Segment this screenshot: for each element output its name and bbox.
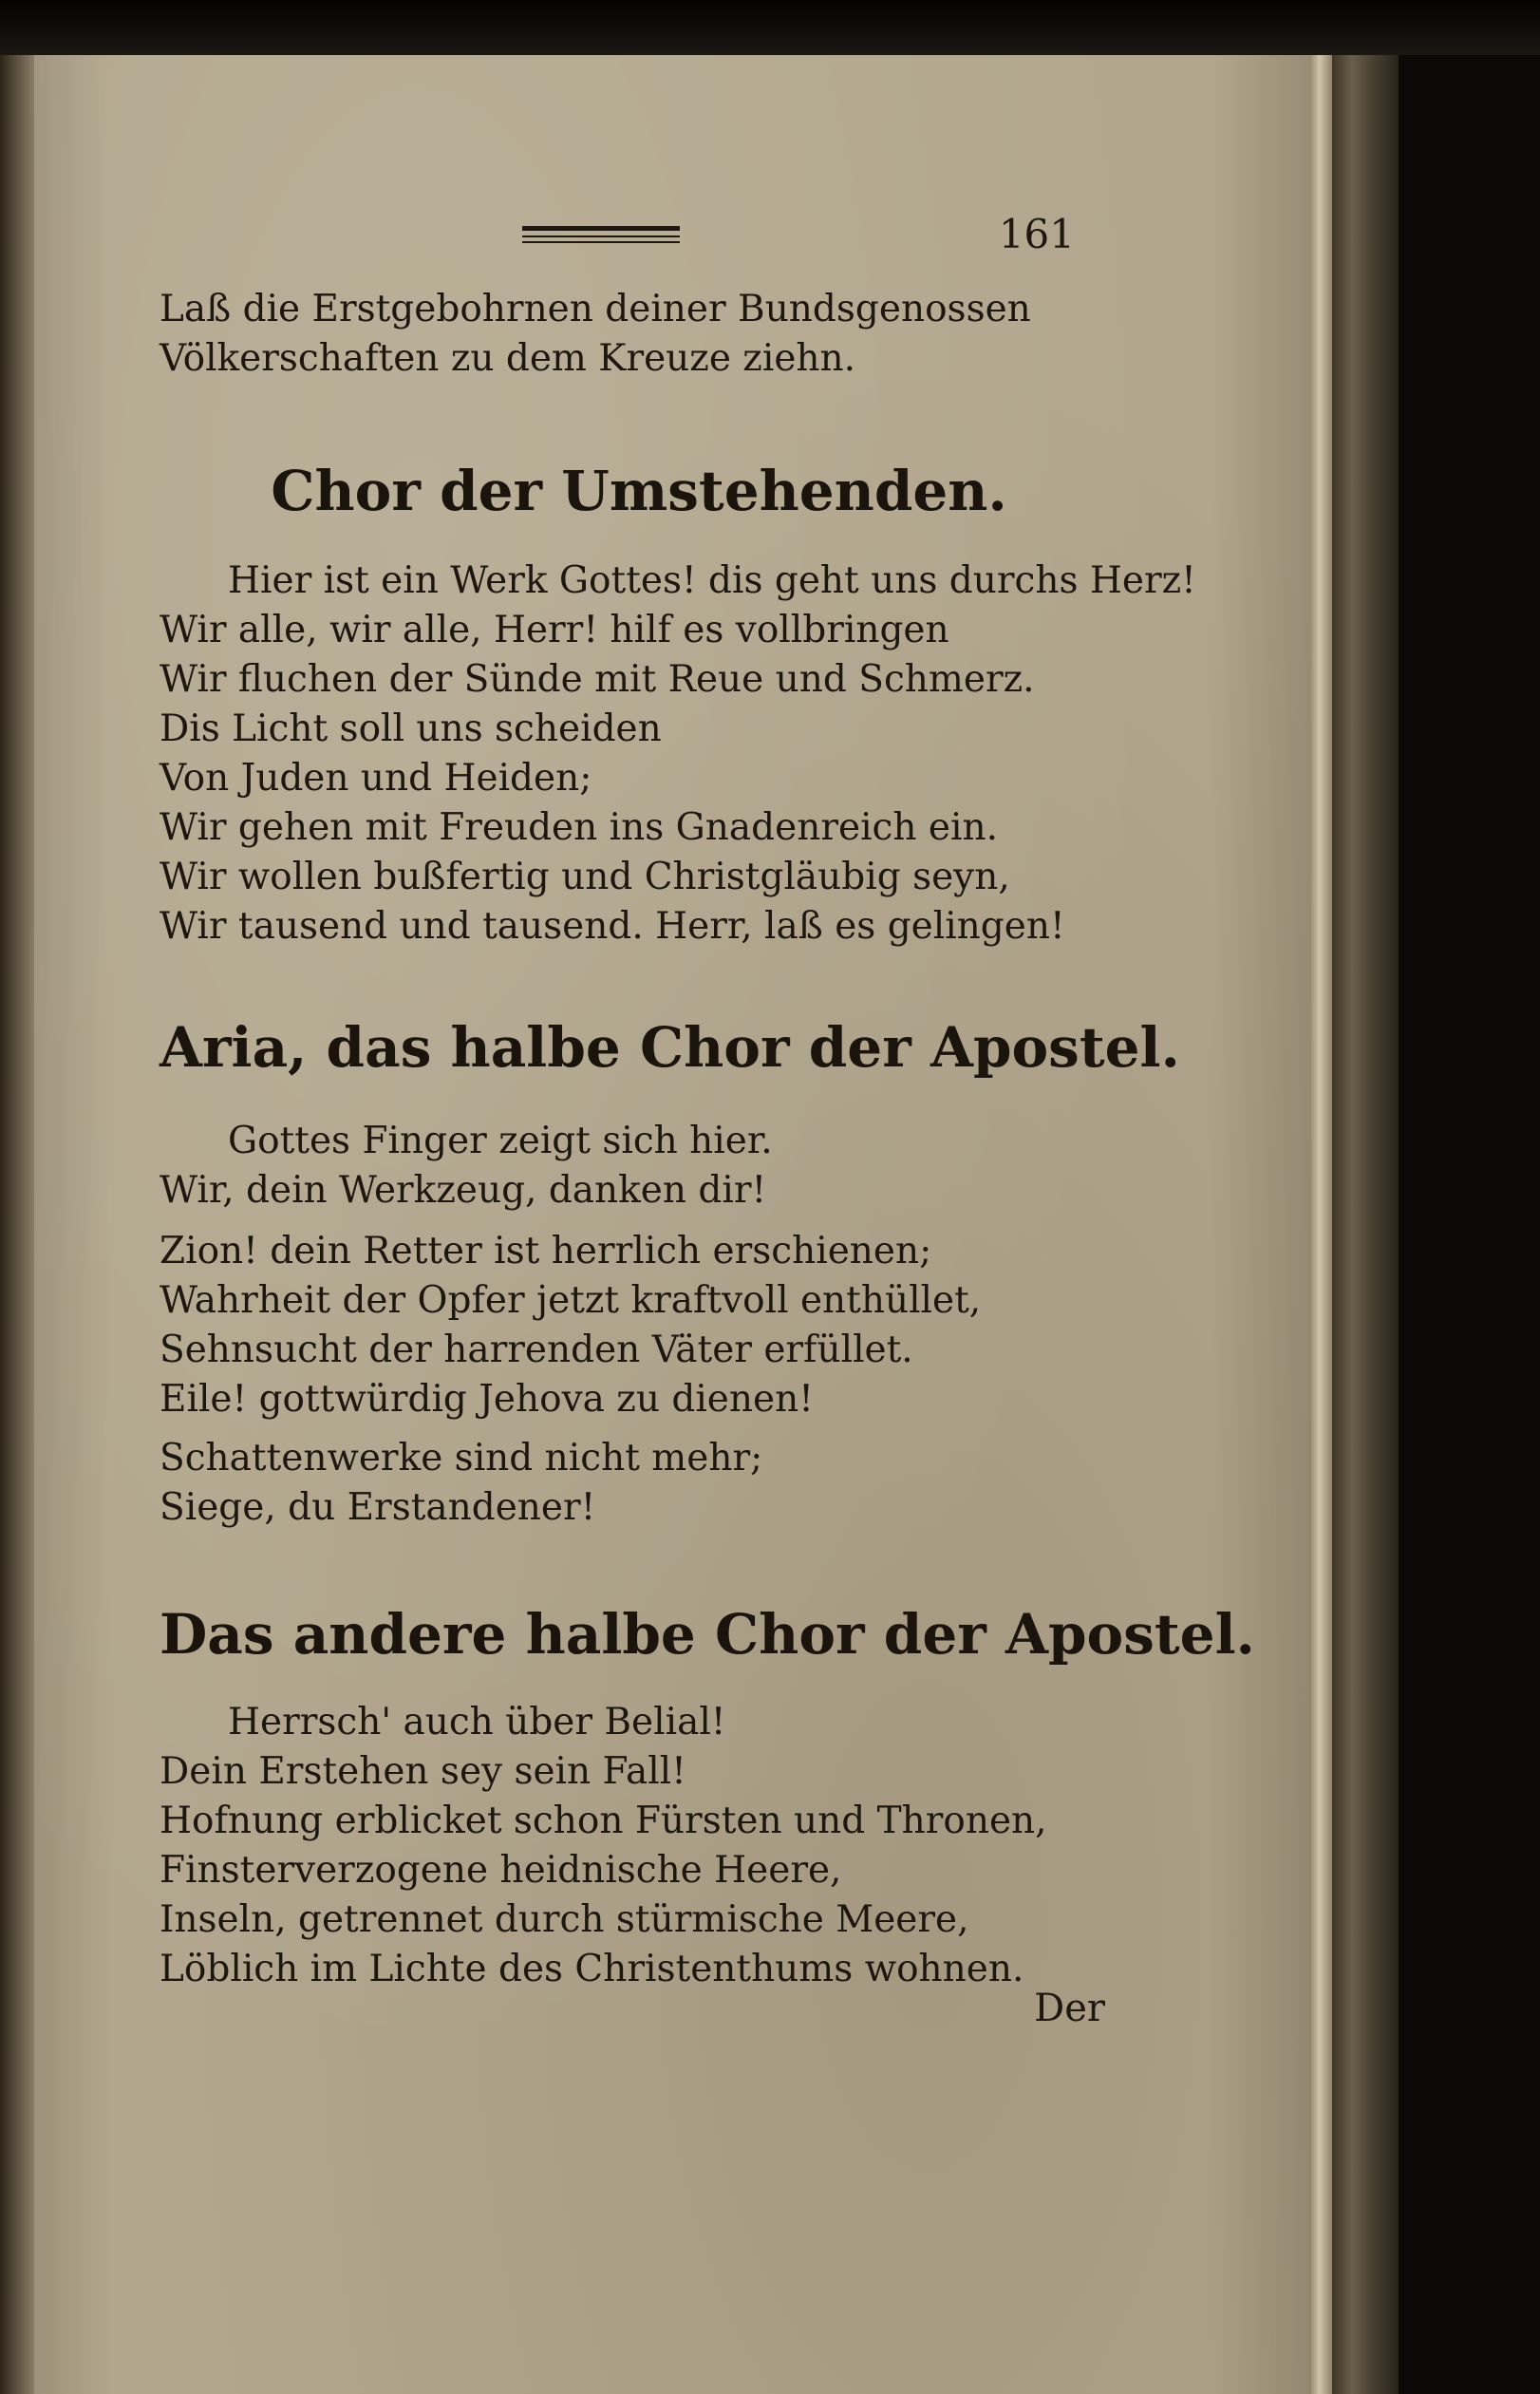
section1-verse xyxy=(160,556,1196,952)
scan-background-right xyxy=(1399,55,1540,2394)
verse-line: Dein Erstehen sey sein Fall! xyxy=(160,1750,686,1793)
verse-line: Wir wollen bußfertig und Christgläubig seyn, xyxy=(160,856,1010,898)
verse-line: Wir gehen mit Freuden ins Gnadenreich ein. xyxy=(160,806,998,849)
section-heading-chor-der-umstehenden: Chor der Umstehenden. xyxy=(271,459,1007,523)
page-stack-edge xyxy=(1311,55,1332,2394)
verse-line: Herrsch' auch über Belial! xyxy=(228,1701,726,1744)
section2-verse-a xyxy=(160,1117,1118,1216)
book-spine xyxy=(1332,55,1399,2394)
verse-line: Inseln, getrennet durch stürmische Meere, xyxy=(160,1898,969,1941)
verse-line: Dis Licht soll uns scheiden xyxy=(160,707,662,750)
verse-line: Hier ist ein Werk Gottes! dis geht uns durchs Herz! xyxy=(228,559,1196,602)
verse-line: Gottes Finger zeigt sich hier. xyxy=(228,1120,773,1162)
verse-line: Sehnsucht der harrenden Väter erfüllet. xyxy=(160,1329,913,1371)
section-heading-das-andere-halbe-chor: Das andere halbe Chor der Apostel. xyxy=(160,1602,1255,1667)
section3-verse xyxy=(160,1698,1118,1994)
scan-background-top xyxy=(0,0,1540,55)
page-number: 161 xyxy=(998,211,1075,257)
verse-line: Siege, du Erstandener! xyxy=(160,1486,596,1529)
text-line: Völkerschaften zu dem Kreuze ziehn. xyxy=(160,337,856,380)
intro-text xyxy=(160,285,1118,384)
section-heading-aria: Aria, das halbe Chor der Apostel. xyxy=(160,1015,1180,1080)
verse-line: Löblich im Lichte des Christenthums wohnen. xyxy=(160,1948,1024,1990)
header-rule xyxy=(522,226,680,243)
section2-verse-c xyxy=(160,1434,1118,1533)
verse-line: Wahrheit der Opfer jetzt kraftvoll enthüllet, xyxy=(160,1279,982,1322)
verse-line: Hofnung erblicket schon Fürsten und Thronen, xyxy=(160,1800,1047,1842)
verse-line: Eile! gottwürdig Jehova zu dienen! xyxy=(160,1378,814,1421)
verse-line: Wir fluchen der Sünde mit Reue und Schmerz. xyxy=(160,658,1035,701)
text-line: Laß die Erstgebohrnen deiner Bundsgenossen xyxy=(160,288,1031,330)
verse-line: Zion! dein Retter ist herrlich erschienen; xyxy=(160,1230,932,1272)
catchword: Der xyxy=(1034,1987,1105,2030)
book-page xyxy=(34,55,1311,2394)
verse-line: Schattenwerke sind nicht mehr; xyxy=(160,1437,763,1480)
verse-line: Wir, dein Werkzeug, danken dir! xyxy=(160,1169,767,1212)
verse-line: Wir tausend und tausend. Herr, laß es gelingen! xyxy=(160,905,1065,948)
verse-line: Wir alle, wir alle, Herr! hilf es vollbringen xyxy=(160,609,949,651)
section2-verse-b xyxy=(160,1227,1118,1424)
verse-line: Finsterverzogene heidnische Heere, xyxy=(160,1849,842,1892)
verse-line: Von Juden und Heiden; xyxy=(160,757,592,800)
book-left-edge xyxy=(0,55,34,2394)
